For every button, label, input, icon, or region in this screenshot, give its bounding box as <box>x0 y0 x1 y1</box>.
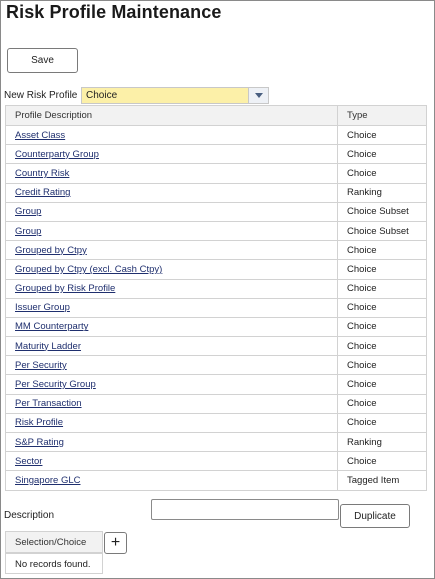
profile-type-cell: Choice <box>338 145 427 164</box>
profile-description-link[interactable]: Maturity Ladder <box>6 337 338 356</box>
table-row[interactable] <box>6 183 427 202</box>
profile-type-cell: Choice <box>338 241 427 260</box>
table-row[interactable] <box>6 298 427 317</box>
table-header-row <box>6 106 427 126</box>
profile-description-link[interactable]: Grouped by Risk Profile <box>6 279 338 298</box>
description-label: Description <box>4 510 55 521</box>
profile-description-link[interactable]: S&P Rating <box>6 433 338 452</box>
table-row[interactable] <box>6 145 427 164</box>
profile-description-link[interactable]: Country Risk <box>6 164 338 183</box>
profile-type-cell: Choice <box>338 317 427 336</box>
table-row[interactable] <box>6 126 427 145</box>
table-row[interactable] <box>6 202 427 221</box>
table-row[interactable] <box>6 356 427 375</box>
table-row[interactable] <box>6 221 427 240</box>
profile-description-link[interactable]: Per Security <box>6 356 338 375</box>
no-records-message: No records found. <box>5 553 103 574</box>
profile-description-link[interactable]: Risk Profile <box>6 413 338 432</box>
column-header-type[interactable]: Type <box>338 106 427 126</box>
profile-type-cell: Choice <box>338 126 427 145</box>
profile-type-cell: Choice <box>338 279 427 298</box>
chevron-down-icon[interactable] <box>248 88 268 103</box>
profile-type-cell: Choice Subset <box>338 221 427 240</box>
profile-description-link[interactable]: Group <box>6 221 338 240</box>
profile-description-link[interactable]: Counterparty Group <box>6 145 338 164</box>
table-row[interactable] <box>6 433 427 452</box>
page-title: Risk Profile Maintenance <box>6 2 222 22</box>
profile-description-link[interactable]: Grouped by Ctpy (excl. Cash Ctpy) <box>6 260 338 279</box>
table-row[interactable] <box>6 394 427 413</box>
profile-description-link[interactable]: Credit Rating <box>6 183 338 202</box>
column-header-profile-description[interactable]: Profile Description <box>6 106 338 126</box>
profile-type-cell: Choice <box>338 356 427 375</box>
profile-description-link[interactable]: Asset Class <box>6 126 338 145</box>
new-risk-profile-selected-value: Choice <box>86 90 118 101</box>
table-row[interactable] <box>6 241 427 260</box>
profile-type-cell: Choice <box>338 260 427 279</box>
profile-type-cell: Choice <box>338 298 427 317</box>
table-row[interactable] <box>6 260 427 279</box>
profile-description-link[interactable]: Issuer Group <box>6 298 338 317</box>
table-row[interactable] <box>6 375 427 394</box>
profile-description-link[interactable]: Group <box>6 202 338 221</box>
duplicate-button[interactable]: Duplicate <box>340 504 410 528</box>
profile-description-link[interactable]: Per Transaction <box>6 394 338 413</box>
profile-description-link[interactable]: MM Counterparty <box>6 317 338 336</box>
profile-description-link[interactable]: Per Security Group <box>6 375 338 394</box>
table-row[interactable] <box>6 413 427 432</box>
table-row[interactable] <box>6 452 427 471</box>
profile-type-cell: Choice <box>338 164 427 183</box>
profile-type-cell: Choice <box>338 375 427 394</box>
profile-type-cell: Choice <box>338 413 427 432</box>
new-risk-profile-select[interactable] <box>81 87 269 104</box>
table-row[interactable] <box>6 317 427 336</box>
profile-description-link[interactable]: Singapore GLC <box>6 471 338 490</box>
table-row[interactable] <box>6 337 427 356</box>
add-selection-button[interactable]: + <box>104 532 127 554</box>
table-row[interactable] <box>6 279 427 298</box>
table-row[interactable] <box>6 164 427 183</box>
save-button[interactable]: Save <box>7 48 78 73</box>
profile-type-cell: Choice Subset <box>338 202 427 221</box>
profile-type-cell: Choice <box>338 394 427 413</box>
profile-type-cell: Ranking <box>338 433 427 452</box>
selection-choice-header: Selection/Choice <box>5 531 103 553</box>
profile-type-cell: Ranking <box>338 183 427 202</box>
profile-type-cell: Choice <box>338 337 427 356</box>
profile-description-link[interactable]: Sector <box>6 452 338 471</box>
profile-type-cell: Choice <box>338 452 427 471</box>
profile-type-cell: Tagged Item <box>338 471 427 490</box>
table-row[interactable] <box>6 471 427 490</box>
description-input[interactable] <box>151 499 339 520</box>
risk-profile-table <box>5 105 427 491</box>
profile-description-link[interactable]: Grouped by Ctpy <box>6 241 338 260</box>
new-risk-profile-label: New Risk Profile <box>4 90 78 101</box>
